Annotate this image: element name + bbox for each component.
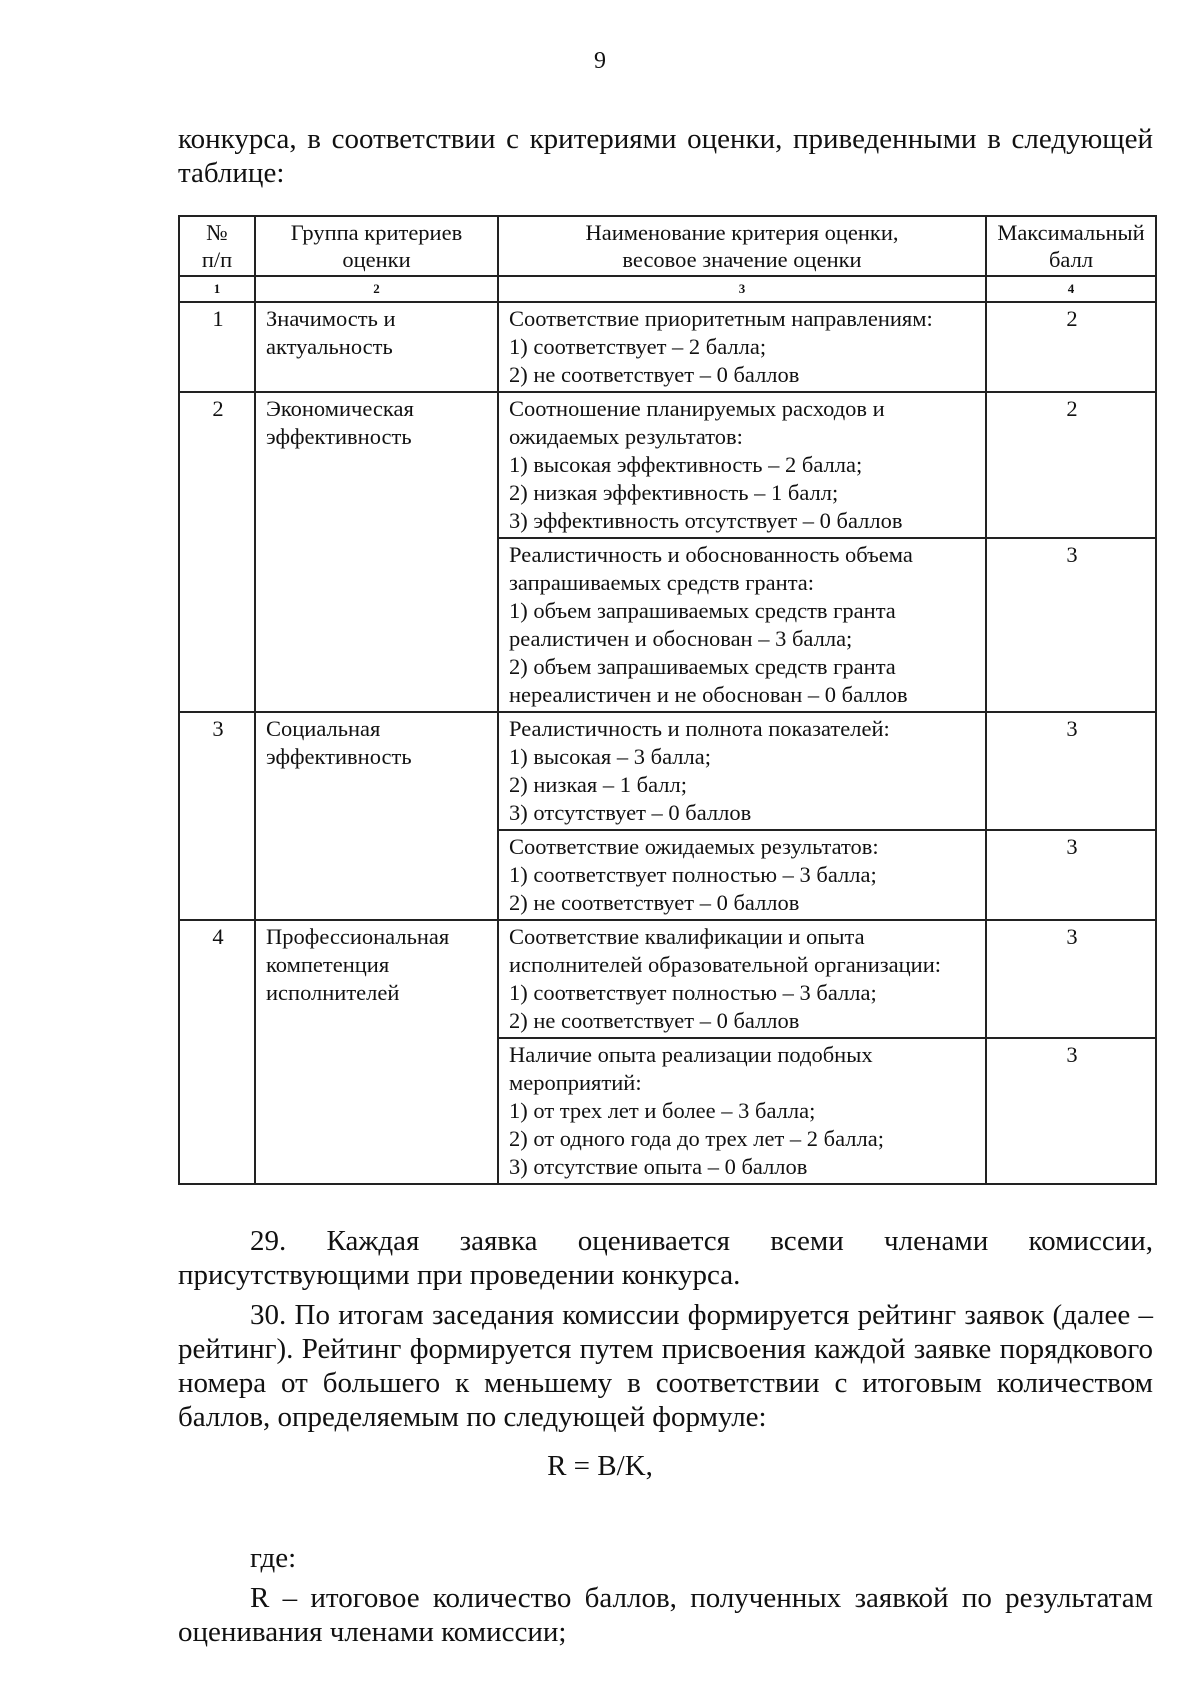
- max-score: 3: [986, 1038, 1156, 1184]
- paragraph-30: [178, 1298, 1153, 1434]
- r-definition-word: заявкой: [854, 1582, 949, 1614]
- criteria-group-line: исполнителей: [266, 980, 400, 1005]
- criterion-line: 1) объем запрашиваемых средств гранта: [509, 598, 896, 623]
- intro-paragraph: конкурса, в соответствии с критериями оценки, приведенными в следующей таблице:: [178, 123, 1153, 189]
- r-definition-word: R: [250, 1582, 270, 1614]
- criteria-group-line: Значимость и: [266, 306, 396, 331]
- criterion-line: 3) отсутствует – 0 баллов: [509, 800, 752, 825]
- paragraph-29-first-line: [178, 1224, 1153, 1258]
- page-number: 9: [594, 48, 606, 74]
- criteria-group-line: Социальная: [266, 716, 381, 741]
- paragraph-29-rest: присутствующими при проведении конкурса.: [178, 1259, 741, 1291]
- criteria-body: [179, 302, 1156, 1184]
- where-label: где:: [250, 1542, 297, 1574]
- criterion-line: 1) от трех лет и более – 3 балла;: [509, 1098, 816, 1123]
- criterion-description: [498, 392, 986, 538]
- header-row: [179, 216, 1156, 276]
- column-number-row: [179, 276, 1156, 302]
- row-number: 1: [179, 302, 255, 392]
- r-definition-word: количество: [432, 1582, 572, 1614]
- paragraph-29-word: комиссии,: [1028, 1225, 1153, 1257]
- criterion-line: 1) соответствует полностью – 3 балла;: [509, 862, 877, 887]
- paragraph-29: [178, 1224, 1153, 1292]
- paragraph-29-word: всеми: [770, 1225, 844, 1257]
- criterion-line: Наличие опыта реализации подобных: [509, 1042, 873, 1067]
- column-number: 4: [986, 276, 1156, 302]
- paragraph-30-text: 30. По итогам заседания комиссии формируется рейтинг заявок (далее – рейтинг). Рейтинг формируется путем присвоения каждой заявке порядкового номера от большего к меньшему в соответствии с итоговым количеством баллов, определяемым по следующей формуле:: [178, 1299, 1153, 1433]
- paragraph-29-word: заявка: [459, 1225, 538, 1257]
- paragraph-29-word: Каждая: [326, 1225, 420, 1257]
- r-definition-word: полученных: [690, 1582, 842, 1614]
- paragraph-29-word: оценивается: [577, 1225, 731, 1257]
- max-score: 3: [986, 538, 1156, 712]
- criteria-group: [255, 712, 498, 920]
- criterion-line: 2) не соответствует – 0 баллов: [509, 1008, 800, 1033]
- r-definition: [178, 1581, 1153, 1649]
- max-score: 2: [986, 392, 1156, 538]
- r-definition-word: баллов,: [584, 1582, 677, 1614]
- criterion-line: 2) объем запрашиваемых средств гранта: [509, 654, 896, 679]
- criteria-row: [179, 392, 1156, 538]
- criterion-line: 2) не соответствует – 0 баллов: [509, 362, 800, 387]
- column-number: 3: [498, 276, 986, 302]
- criterion-line: мероприятий:: [509, 1070, 642, 1095]
- max-score: 3: [986, 830, 1156, 920]
- r-definition-word: итоговое: [310, 1582, 420, 1614]
- criteria-row: [179, 302, 1156, 392]
- criterion-line: 2) не соответствует – 0 баллов: [509, 890, 800, 915]
- criteria-group: [255, 920, 498, 1184]
- criterion-description: [498, 302, 986, 392]
- criteria-group-line: Экономическая: [266, 396, 414, 421]
- criterion-line: ожидаемых результатов:: [509, 424, 743, 449]
- criterion-line: 3) отсутствие опыта – 0 баллов: [509, 1154, 808, 1179]
- criteria-group: [255, 302, 498, 392]
- criteria-row: [179, 920, 1156, 1038]
- row-number: 3: [179, 712, 255, 920]
- criterion-line: запрашиваемых средств гранта:: [509, 570, 815, 595]
- criterion-line: 1) высокая эффективность – 2 балла;: [509, 452, 863, 477]
- criterion-line: Соответствие ожидаемых результатов:: [509, 834, 879, 859]
- criteria-group-line: эффективность: [266, 744, 412, 769]
- column-number: 1: [179, 276, 255, 302]
- criterion-line: 1) соответствует полностью – 3 балла;: [509, 980, 877, 1005]
- r-definition-rest: оценивания членами комиссии;: [178, 1616, 567, 1648]
- criteria-group-line: эффективность: [266, 424, 412, 449]
- criterion-line: 2) низкая – 1 балл;: [509, 772, 687, 797]
- header-group: Группа критериев оценки: [255, 216, 498, 276]
- rating-formula: R = B/K,: [547, 1450, 653, 1482]
- max-score: 3: [986, 712, 1156, 830]
- r-definition-word: результатам: [1005, 1582, 1153, 1614]
- criterion-description: [498, 712, 986, 830]
- criterion-line: Соответствие квалификации и опыта: [509, 924, 865, 949]
- criterion-line: нереалистичен и не обоснован – 0 баллов: [509, 682, 908, 707]
- paragraph-29-word: членами: [884, 1225, 989, 1257]
- criterion-line: 2) низкая эффективность – 1 балл;: [509, 480, 839, 505]
- criteria-row: [179, 712, 1156, 830]
- criterion-line: 1) высокая – 3 балла;: [509, 744, 711, 769]
- header-num: № п/п: [179, 216, 255, 276]
- criterion-description: [498, 830, 986, 920]
- criterion-line: реалистичен и обоснован – 3 балла;: [509, 626, 853, 651]
- criteria-group: [255, 392, 498, 712]
- criterion-line: Реалистичность и полнота показателей:: [509, 716, 890, 741]
- max-score: 2: [986, 302, 1156, 392]
- criterion-description: [498, 1038, 986, 1184]
- criterion-description: [498, 920, 986, 1038]
- criterion-line: 3) эффективность отсутствует – 0 баллов: [509, 508, 903, 533]
- criterion-line: 1) соответствует – 2 балла;: [509, 334, 767, 359]
- header-criterion-name: Наименование критерия оценки, весовое значение оценки: [498, 216, 986, 276]
- row-number: 4: [179, 920, 255, 1184]
- row-number: 2: [179, 392, 255, 712]
- criterion-line: Соотношение планируемых расходов и: [509, 396, 885, 421]
- r-definition-word: –: [282, 1582, 298, 1614]
- criteria-group-line: актуальность: [266, 334, 393, 359]
- header-max-score: Максимальный балл: [986, 216, 1156, 276]
- column-number: 2: [255, 276, 498, 302]
- paragraph-29-word: 29.: [250, 1225, 287, 1257]
- criterion-description: [498, 538, 986, 712]
- r-definition-first-line: [178, 1581, 1153, 1615]
- criteria-group-line: Профессиональная: [266, 924, 450, 949]
- criterion-line: Реалистичность и обоснованность объема: [509, 542, 913, 567]
- criterion-line: Соответствие приоритетным направлениям:: [509, 306, 933, 331]
- criteria-group-line: компетенция: [266, 952, 390, 977]
- criterion-line: исполнителей образовательной организации:: [509, 952, 942, 977]
- max-score: 3: [986, 920, 1156, 1038]
- criteria-table: [178, 215, 1157, 1185]
- criterion-line: 2) от одного года до трех лет – 2 балла;: [509, 1126, 884, 1151]
- r-definition-word: по: [961, 1582, 992, 1614]
